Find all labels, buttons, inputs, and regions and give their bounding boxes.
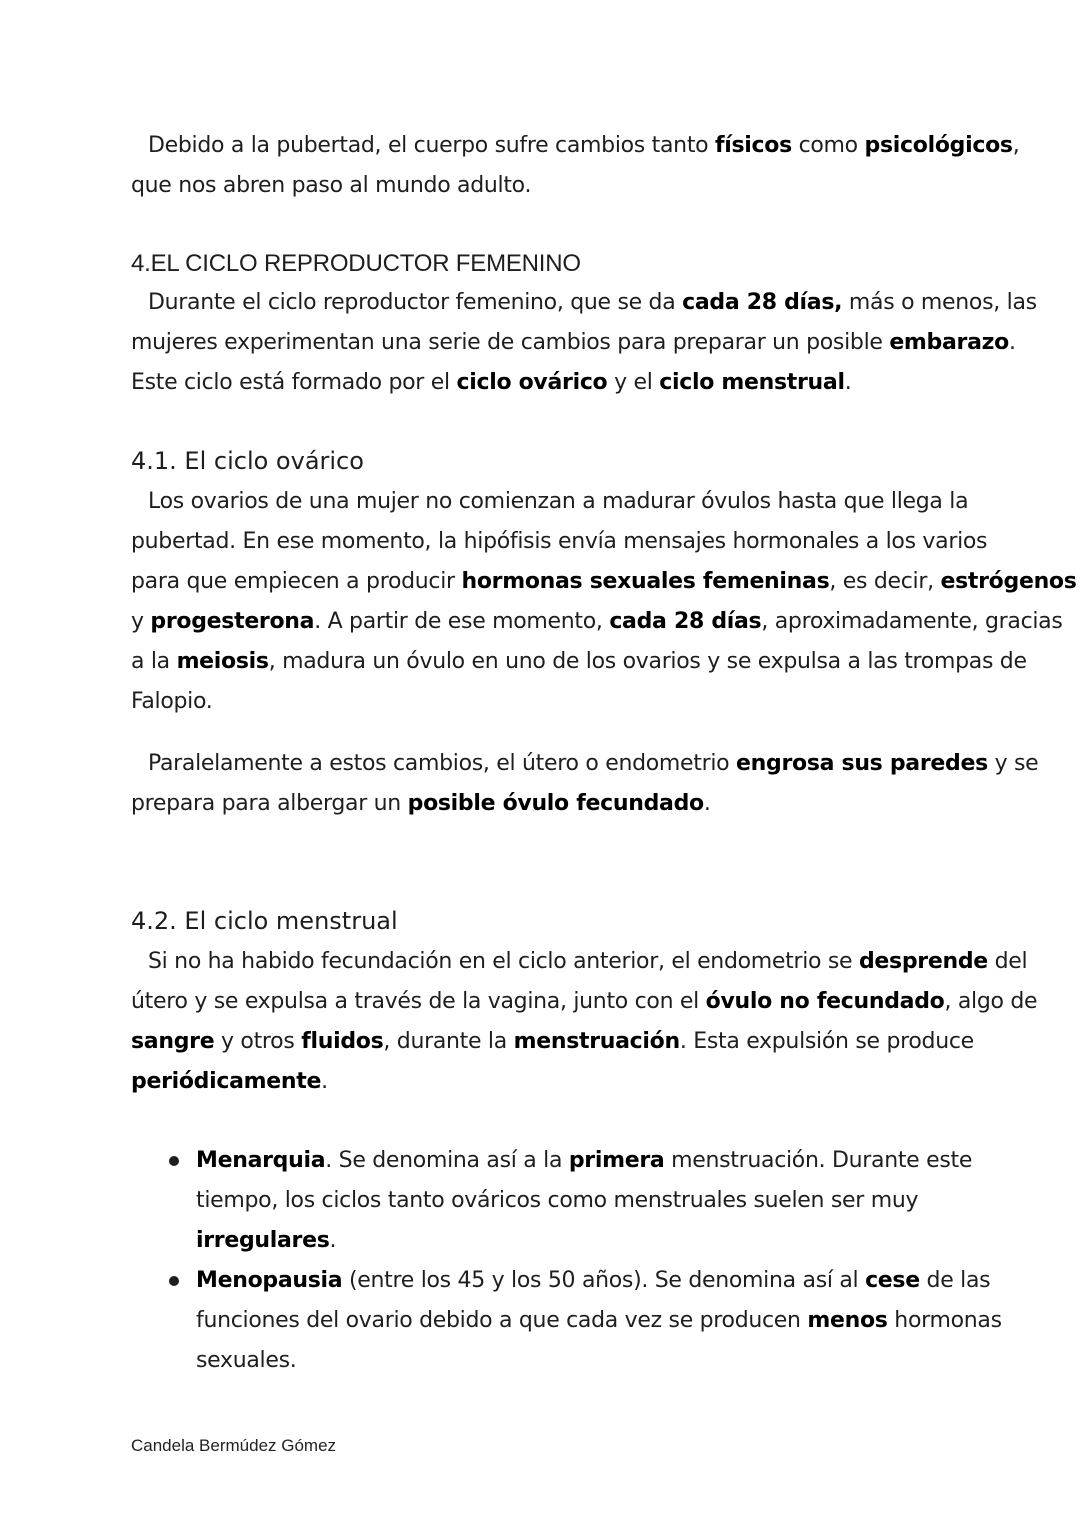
bullet-icon bbox=[169, 1276, 179, 1286]
section-4-1-p2-line-1: Paralelamente a estos cambios, el útero o endometrio engrosa sus paredes y se bbox=[148, 751, 1039, 776]
intro-line-1: Debido a la pubertad, el cuerpo sufre cambios tanto físicos como psicológicos, bbox=[148, 133, 1020, 158]
section-4-1-line-5: a la meiosis, madura un óvulo en uno de los ovarios y se expulsa a las trompas de bbox=[131, 649, 1027, 674]
section-4-paragraph bbox=[131, 283, 1037, 403]
section-4-1-line-6: Falopio. bbox=[131, 689, 213, 714]
section-4-1-paragraph-1 bbox=[131, 482, 1077, 722]
bullet-1-line-1: Menarquia. Se denomina así a la primera menstruación. Durante este bbox=[196, 1148, 973, 1173]
section-4-2-line-3: sangre y otros fluidos, durante la menstruación. Esta expulsión se produce bbox=[131, 1029, 974, 1054]
section-4-1-paragraph-2 bbox=[131, 744, 1039, 824]
bullet-icon bbox=[169, 1156, 179, 1166]
section-4-2-line-2: útero y se expulsa a través de la vagina, junto con el óvulo no fecundado, algo de bbox=[131, 989, 1038, 1014]
section-4-1-line-2: pubertad. En ese momento, la hipófisis envía mensajes hormonales a los varios bbox=[131, 529, 988, 554]
intro-paragraph bbox=[131, 126, 1020, 206]
list-item bbox=[165, 1261, 1002, 1381]
footer-author: Candela Bermúdez Gómez bbox=[131, 1436, 337, 1455]
bullet-2-line-1: Menopausia (entre los 45 y los 50 años). Se denomina así al cese de las bbox=[196, 1268, 991, 1293]
bullet-2-line-3: sexuales. bbox=[196, 1348, 297, 1373]
section-4-2-line-1: Si no ha habido fecundación en el ciclo anterior, el endometrio se desprende del bbox=[148, 949, 1028, 974]
section-4-1-line-3: para que empiecen a producir hormonas sexuales femeninas, es decir, estrógenos bbox=[131, 569, 1077, 594]
list-item bbox=[165, 1141, 973, 1261]
section-4-1-heading: 4.1. El ciclo ovárico bbox=[131, 447, 364, 475]
section-4-1-p2-line-2: prepara para albergar un posible óvulo fecundado. bbox=[131, 791, 711, 816]
section-4-line-1: Durante el ciclo reproductor femenino, que se da cada 28 días, más o menos, las bbox=[148, 290, 1037, 315]
section-4-heading: 4.EL CICLO REPRODUCTOR FEMENINO bbox=[131, 250, 581, 277]
section-4-line-3: Este ciclo está formado por el ciclo ovárico y el ciclo menstrual. bbox=[131, 370, 852, 395]
bullet-2-line-2: funciones del ovario debido a que cada vez se producen menos hormonas bbox=[196, 1308, 1002, 1333]
intro-line-2: que nos abren paso al mundo adulto. bbox=[131, 173, 532, 198]
section-4-2-heading: 4.2. El ciclo menstrual bbox=[131, 907, 398, 935]
section-4-1-line-1: Los ovarios de una mujer no comienzan a madurar óvulos hasta que llega la bbox=[148, 489, 969, 514]
bullet-1-line-2: tiempo, los ciclos tanto ováricos como menstruales suelen ser muy bbox=[196, 1188, 919, 1213]
section-4-2-line-4: periódicamente. bbox=[131, 1069, 328, 1094]
section-4-line-2: mujeres experimentan una serie de cambios para preparar un posible embarazo. bbox=[131, 330, 1016, 355]
section-4-1-line-4: y progesterona. A partir de ese momento, cada 28 días, aproximadamente, gracias bbox=[131, 609, 1063, 634]
bullet-list bbox=[165, 1141, 1002, 1381]
bullet-1-line-3: irregulares. bbox=[196, 1228, 337, 1253]
section-4-2-paragraph bbox=[131, 942, 1038, 1102]
